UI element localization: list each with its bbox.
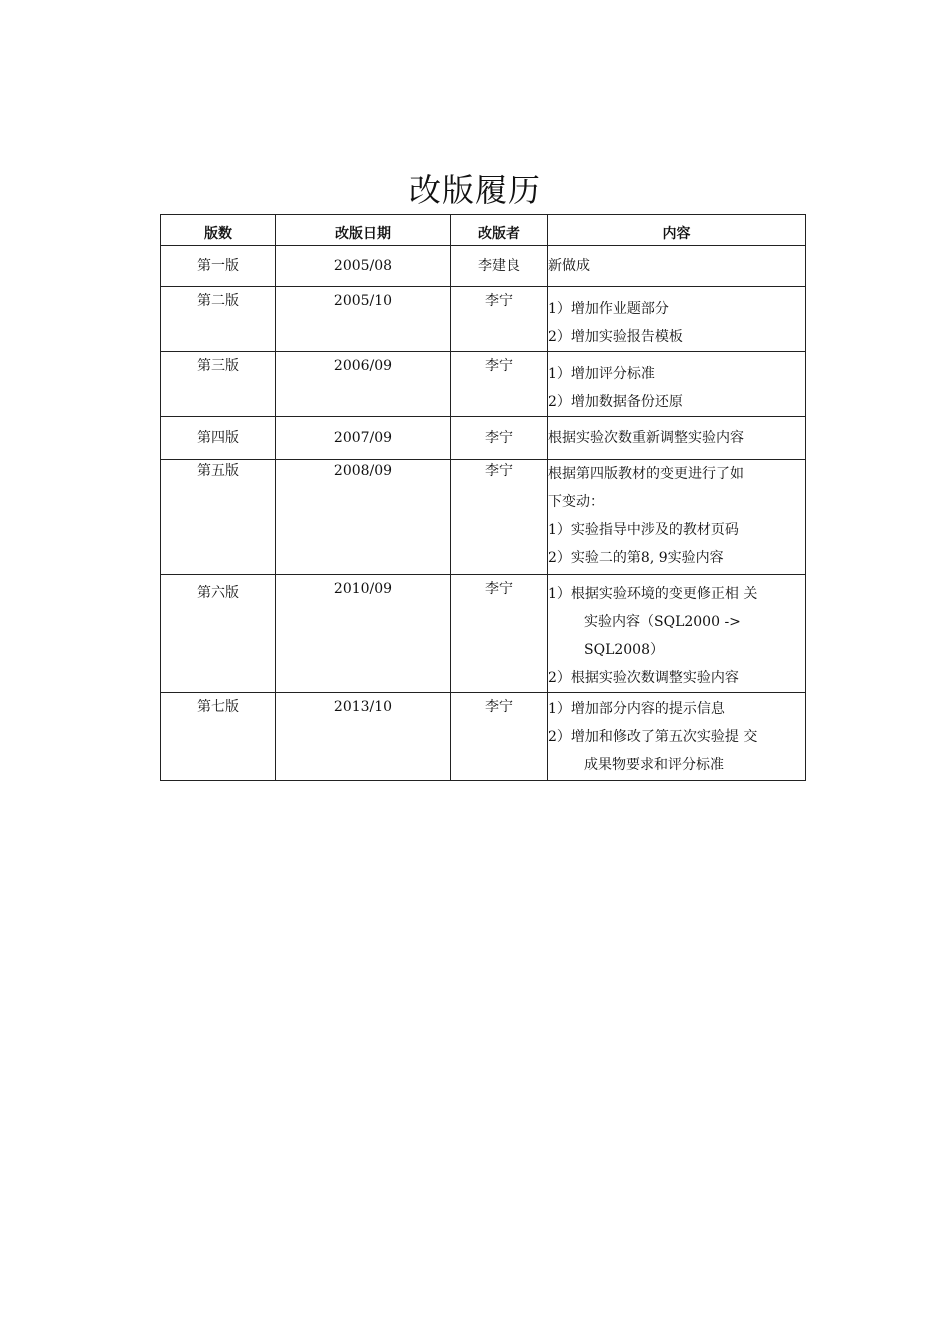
content-line: 实验内容（SQL2000 -> (584, 614, 741, 630)
content-cell (548, 693, 806, 781)
content-cell (548, 460, 806, 575)
author-cell: 李建良 (451, 246, 548, 287)
date-cell: 2006/09 (276, 352, 451, 417)
content-line: SQL2008） (584, 642, 664, 658)
content-line: 下变动： (548, 494, 604, 510)
date-cell: 2008/09 (276, 460, 451, 575)
content-line: 2）增加实验报告模板 (548, 329, 683, 345)
header-version: 版数 (161, 215, 276, 246)
table-row (161, 246, 806, 287)
page-title: 改版履历 (408, 171, 541, 209)
content-line: 2）实验二的第8, 9实验内容 (548, 550, 724, 566)
table-row (161, 460, 806, 575)
content-line: 1）根据实验环境的变更修正相 关 (548, 586, 758, 602)
table-row (161, 417, 806, 460)
content-line: 2）根据实验次数调整实验内容 (548, 670, 739, 686)
content-cell (548, 287, 806, 352)
date-cell: 2013/10 (276, 693, 451, 781)
author-cell: 李宁 (451, 575, 548, 693)
version-cell: 第六版 (161, 575, 276, 693)
content-line: 根据第四版教材的变更进行了如 (548, 466, 744, 482)
date-cell: 2010/09 (276, 575, 451, 693)
table-row (161, 287, 806, 352)
table-row (161, 352, 806, 417)
author-cell: 李宁 (451, 693, 548, 781)
version-cell: 第四版 (161, 417, 276, 460)
content-line: 2）增加数据备份还原 (548, 394, 683, 410)
content-line: 成果物要求和评分标准 (584, 757, 724, 773)
author-cell: 李宁 (451, 352, 548, 417)
version-cell: 第五版 (161, 460, 276, 575)
content-cell (548, 417, 806, 460)
table-row (161, 693, 806, 781)
version-cell: 第二版 (161, 287, 276, 352)
content-line: 2）增加和修改了第五次实验提 交 (548, 729, 758, 745)
content-line: 根据实验次数重新调整实验内容 (548, 430, 744, 446)
revision-history-table (160, 214, 806, 781)
header-author: 改版者 (451, 215, 548, 246)
content-line: 1）增加部分内容的提示信息 (548, 701, 725, 717)
date-cell: 2005/10 (276, 287, 451, 352)
content-cell (548, 246, 806, 287)
content-line: 1）增加评分标准 (548, 366, 655, 382)
table-header-row (161, 215, 806, 246)
content-cell (548, 575, 806, 693)
content-line: 1）实验指导中涉及的教材页码 (548, 522, 739, 538)
date-cell: 2005/08 (276, 246, 451, 287)
author-cell: 李宁 (451, 287, 548, 352)
content-line: 1）增加作业题部分 (548, 301, 669, 317)
content-cell (548, 352, 806, 417)
header-content: 内容 (548, 215, 806, 246)
header-date: 改版日期 (276, 215, 451, 246)
content-line: 新做成 (548, 258, 590, 274)
author-cell: 李宁 (451, 460, 548, 575)
version-cell: 第三版 (161, 352, 276, 417)
table-row (161, 575, 806, 693)
author-cell: 李宁 (451, 417, 548, 460)
version-cell: 第七版 (161, 693, 276, 781)
date-cell: 2007/09 (276, 417, 451, 460)
version-cell: 第一版 (161, 246, 276, 287)
